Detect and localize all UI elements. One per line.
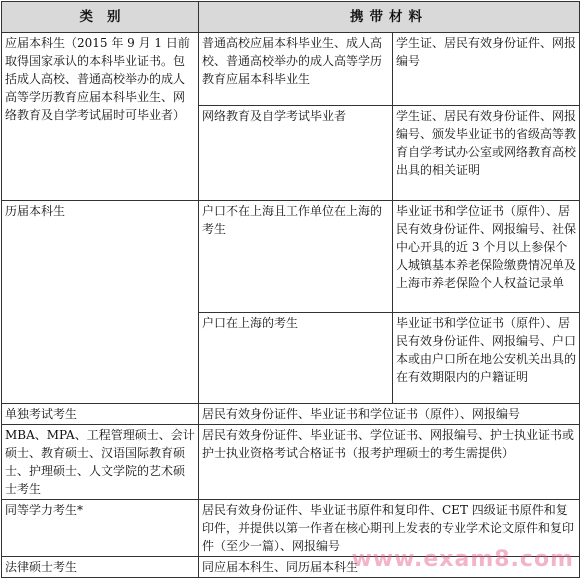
materials-online-selfstudy: 学生证、居民有效身份证件、网报编号、颁发毕业证书的省级高等教育自学考试办公室或网络教育高校出具的相关证明 xyxy=(393,106,580,201)
materials-law-masters: 同应届本科生、同历届本科生 xyxy=(199,557,580,578)
table-row xyxy=(2,425,580,500)
category-single-exam: 单独考试考生 xyxy=(2,404,199,425)
category-law-masters: 法律硕士考生 xyxy=(2,557,199,578)
header-materials: 携带材料 xyxy=(199,2,580,33)
header-category: 类别 xyxy=(2,2,199,33)
category-current-graduates: 应届本科生（2015 年 9 月 1 日前取得国家承认的本科毕业证书。包括成人高校、普通高校举办的成人高等学历教育应届本科毕业生、网络教育及自学考试届时可毕业者） xyxy=(2,33,199,201)
materials-table xyxy=(1,1,580,578)
materials-single-exam: 居民有效身份证件、毕业证书和学位证书（原件）、网报编号 xyxy=(199,404,580,425)
materials-equivalent-degree: 居民有效身份证件、毕业证书原件和复印件、CET 四级证书原件和复印件，并提供以第一作者在核心期刊上发表的专业学术论文原件和复印件（至少一篇）、网报编号 xyxy=(199,500,580,557)
materials-professional-masters: 居民有效身份证件、毕业证书、学位证书、网报编号、护士执业证书或护士执业资格考试合格证书（报考护理硕士的考生需提供） xyxy=(199,425,580,500)
category-professional-masters: MBA、MPA、工程管理硕士、会计硕士、教育硕士、汉语国际教育硕士、护理硕士、人文学院的艺术硕士考生 xyxy=(2,425,199,500)
type-non-shanghai-hukou: 户口不在上海且工作单位在上海的考生 xyxy=(199,201,393,313)
materials-shanghai-hukou: 毕业证书和学位证书（原件）、居民有效身份证件、网报编号、户口本或由户口所在地公安机关出具的在有效期限内的户籍证明 xyxy=(393,313,580,404)
category-equivalent-degree: 同等学力考生* xyxy=(2,500,199,557)
type-online-selfstudy: 网络教育及自学考试毕业者 xyxy=(199,106,393,201)
materials-regular-graduates: 学生证、居民有效身份证件、网报编号 xyxy=(393,33,580,106)
table-row xyxy=(2,201,580,313)
materials-non-shanghai-hukou: 毕业证书和学位证书（原件）、居民有效身份证件、网报编号、社保中心开具的近 3 个月以上参保个人城镇基本养老保险缴费情况单及上海市养老保险个人权益记录单 xyxy=(393,201,580,313)
table-header-row xyxy=(2,2,580,33)
table-row xyxy=(2,404,580,425)
type-shanghai-hukou: 户口在上海的考生 xyxy=(199,313,393,404)
category-previous-graduates: 历届本科生 xyxy=(2,201,199,404)
site-watermark: www.exam8.com xyxy=(351,547,574,572)
table-row xyxy=(2,33,580,106)
type-regular-graduates: 普通高校应届本科毕业生、成人高校、普通高校举办的成人高等学历教育应届本科毕业生 xyxy=(199,33,393,106)
